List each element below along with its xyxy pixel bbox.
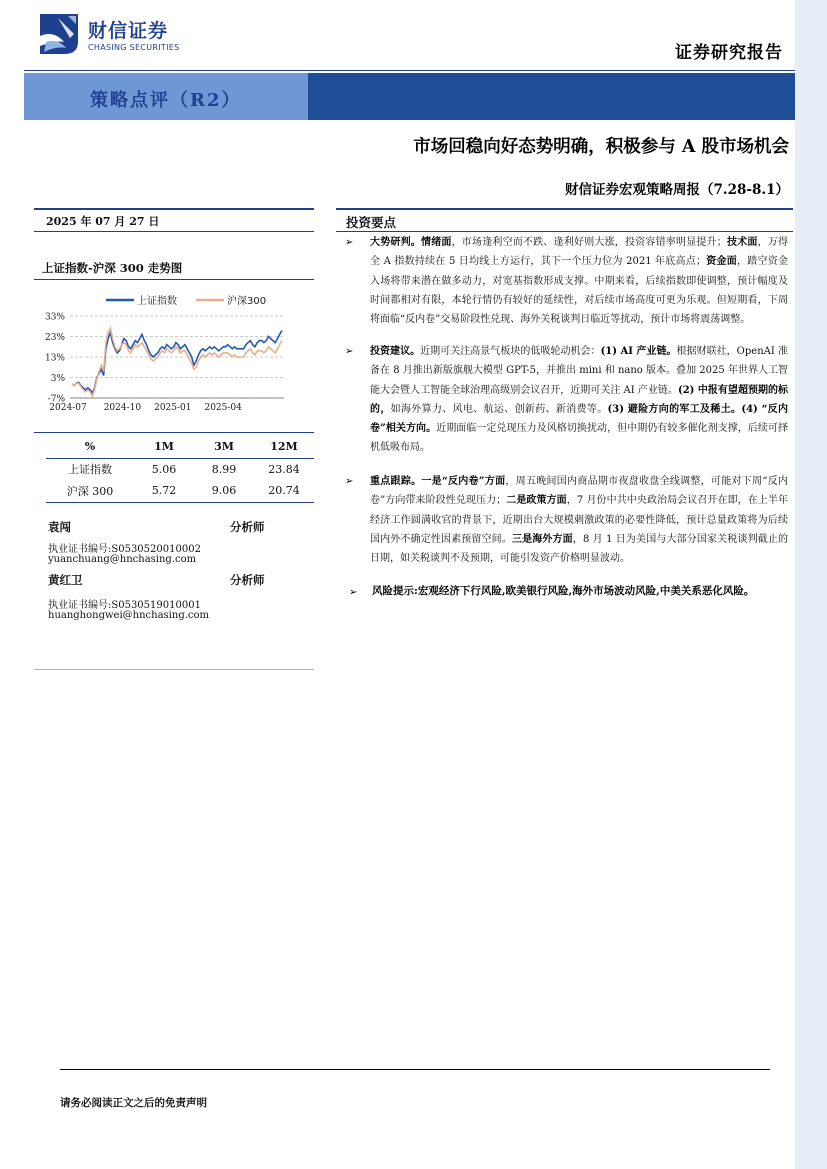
- para-text: 近期面临一定兑现压力及风格切换扰动，但中期仍有较多催化剂支撑，后续可择机低吸布局。: [370, 423, 788, 454]
- para-text: 根据财联社，OpenAI 准备在 8 月推出新版旗舰大模型 GPT-5，并推出 mini 和 nano 版本。叠加 2025 年世界人工智能大会暨人工智能全球治理高级别会议召开，近期可关注 AI 产业链。: [370, 346, 789, 396]
- logo-english-name: CHASING SECURITIES: [88, 43, 180, 52]
- chart-series-line: [72, 330, 282, 393]
- para-text: ，7 月份中共中央政治局会议召开在即，在上半年经济工作圆满收官的背景下，近期出台大规模刺激政策的必要性降低，预计总量政策将为后续国内外不确定性因素预留空间。: [370, 495, 788, 545]
- table-cell: 5.72: [134, 480, 194, 502]
- table-cell: 5.06: [151, 462, 177, 476]
- date-rule-top: [34, 208, 314, 210]
- report-category: 策略点评（R2）: [90, 90, 242, 111]
- risk-warning: 风险提示:宏观经济下行风险,欧美银行风险,海外市场波动风险,中美关系恶化风险。: [372, 585, 755, 597]
- table-header-cell: 3M: [194, 436, 254, 458]
- company-logo: [34, 12, 204, 56]
- para-text: ，市场逢利空而不跌、逢利好则大涨，投资容错率明显提升；: [451, 237, 727, 248]
- para-text: ，万得全 A 指数持续在 5 日均线上方运行，其下一个压力位为 2021 年底高点；: [370, 237, 789, 268]
- chart-y-tick-label: -7%: [47, 394, 65, 405]
- date-rule-bottom: [34, 231, 314, 232]
- para-lead: 重点跟踪。: [370, 476, 422, 487]
- chart-heading: 上证指数-沪深 300 走势图: [42, 261, 183, 275]
- analyst-cert: 执业证书编号:S0530520010002: [48, 544, 201, 555]
- disclaimer-notice: 请务必阅读正文之后的免责声明: [60, 1097, 207, 1109]
- analyst-name: 黄红卫: [48, 573, 83, 587]
- para-text: ，周五晚间国内商品期市夜盘收盘全线调整，可能对下周“反内卷”方向带来阶段性兑现压力；: [370, 476, 788, 507]
- table-header-row: [46, 436, 314, 458]
- chart-y-tick-label: 33%: [44, 312, 65, 323]
- analyst-role: 分析师: [230, 520, 265, 534]
- bullet-arrow-icon: ➢: [349, 587, 358, 598]
- analyst-role: 分析师: [230, 573, 265, 587]
- report-type-label: 证券研究报告: [675, 43, 783, 63]
- banner-dark-block: [308, 73, 795, 120]
- para-keyword: (3) 避险方向的军工及稀土。(4) “反内卷”相关方向。: [370, 403, 788, 435]
- para-keyword: 技术面: [726, 237, 758, 248]
- table-row: [46, 458, 314, 480]
- para-lead: 大势研判。: [370, 237, 421, 248]
- para-keyword: 一是“反内卷”方面: [421, 476, 506, 487]
- table-header-cell: 1M: [134, 436, 194, 458]
- table-row: [46, 480, 314, 502]
- bullet-arrow-icon: ➢: [345, 476, 354, 487]
- para-keyword: 资金面: [706, 256, 738, 268]
- para-keyword: 情绪面: [421, 237, 452, 248]
- header-divider: [24, 70, 795, 71]
- table-cell: 23.84: [268, 462, 300, 476]
- chart-y-tick-label: 3%: [50, 374, 65, 384]
- logo-chinese-name: 财信证券: [88, 20, 169, 42]
- logo-mark-icon: [34, 12, 82, 56]
- para-text: 近期可关注高景气板块的低吸轮动机会：: [420, 346, 601, 357]
- chart-y-tick-label: 23%: [44, 333, 65, 343]
- para-text: ，8 月 1 日为美国与大部分国家关税谈判截止的日期，如关税谈判不及预期，可能引发资产价格明显波动。: [370, 533, 789, 565]
- table-cell: 上证指数: [68, 463, 112, 477]
- footer-rule: [60, 1069, 770, 1070]
- paragraph-investment-advice: [370, 342, 788, 458]
- chart-y-tick-label: 13%: [44, 353, 65, 364]
- chart-x-tick-label: 2024-10: [103, 403, 142, 413]
- page-edge-strip: [795, 0, 827, 1169]
- table-cell: 沪深 300: [46, 480, 134, 502]
- chart-x-tick-label: 2025-01: [154, 403, 192, 413]
- index-trend-chart: [34, 286, 314, 426]
- analyst-name: 袁闯: [48, 520, 71, 534]
- para-keyword: (2) 中报有望超预期的标的，: [370, 384, 788, 415]
- paragraph-market-outlook: [370, 233, 788, 329]
- report-date: 2025 年 07 月 27 日: [46, 215, 160, 228]
- key-points-heading: 投资要点: [346, 215, 397, 230]
- para-keyword: (1) AI 产业链。: [600, 346, 677, 357]
- key-points-rule-top: [336, 208, 793, 210]
- left-column-end-rule: [34, 669, 314, 670]
- chart-x-tick-label: 2025-04: [204, 403, 242, 413]
- table-cell: 8.99: [211, 462, 237, 476]
- bullet-arrow-icon: ➢: [345, 346, 354, 357]
- table-header-cell: %: [46, 436, 134, 458]
- para-text: 如海外算力、风电、航运、创新药、新消费等。: [390, 403, 608, 415]
- analyst-email[interactable]: huanghongwei@hnchasing.com: [48, 610, 210, 621]
- report-title: 市场回稳向好态势明确，积极参与 A 股市场机会: [413, 137, 789, 157]
- para-lead: 投资建议。: [370, 346, 421, 357]
- chart-legend-label: 沪深300: [227, 296, 267, 307]
- table-cell: 9.06: [194, 480, 254, 502]
- para-keyword: 三是海外方面: [511, 533, 573, 545]
- performance-table: [46, 436, 314, 503]
- bullet-arrow-icon: ➢: [345, 237, 354, 248]
- paragraph-key-tracking: [370, 472, 788, 568]
- chart-x-tick-label: 2024-07: [49, 403, 87, 413]
- para-text: ，踏空资金入场将带来潜在做多动力，对宽基指数形成支撑。中期来看，后续指数即使调整，预计幅度及时间都相对有限，本轮行情仍有较好的延续性，对后续市场高度可更为乐观。但短期看，下周将面临“反内卷”交易阶段性兑现、海外关税谈判日临近等扰动，预计市场将震荡调整。: [370, 256, 789, 326]
- chart-heading-rule: [34, 279, 314, 280]
- chart-series-line: [72, 328, 282, 396]
- report-subtitle: 财信证券宏观策略周报（7.28-8.1）: [565, 182, 789, 198]
- analyst-cert: 执业证书编号:S0530519010001: [48, 600, 201, 611]
- chart-legend-label: 上证指数: [137, 296, 177, 307]
- key-points-rule-bottom: [336, 231, 793, 232]
- analyst-email[interactable]: yuanchuang@hnchasing.com: [48, 554, 197, 565]
- table-header-cell: 12M: [254, 436, 314, 458]
- chart-bottom-rule: [34, 432, 314, 433]
- para-keyword: 二是政策方面: [506, 495, 567, 507]
- table-cell: 20.74: [254, 480, 314, 502]
